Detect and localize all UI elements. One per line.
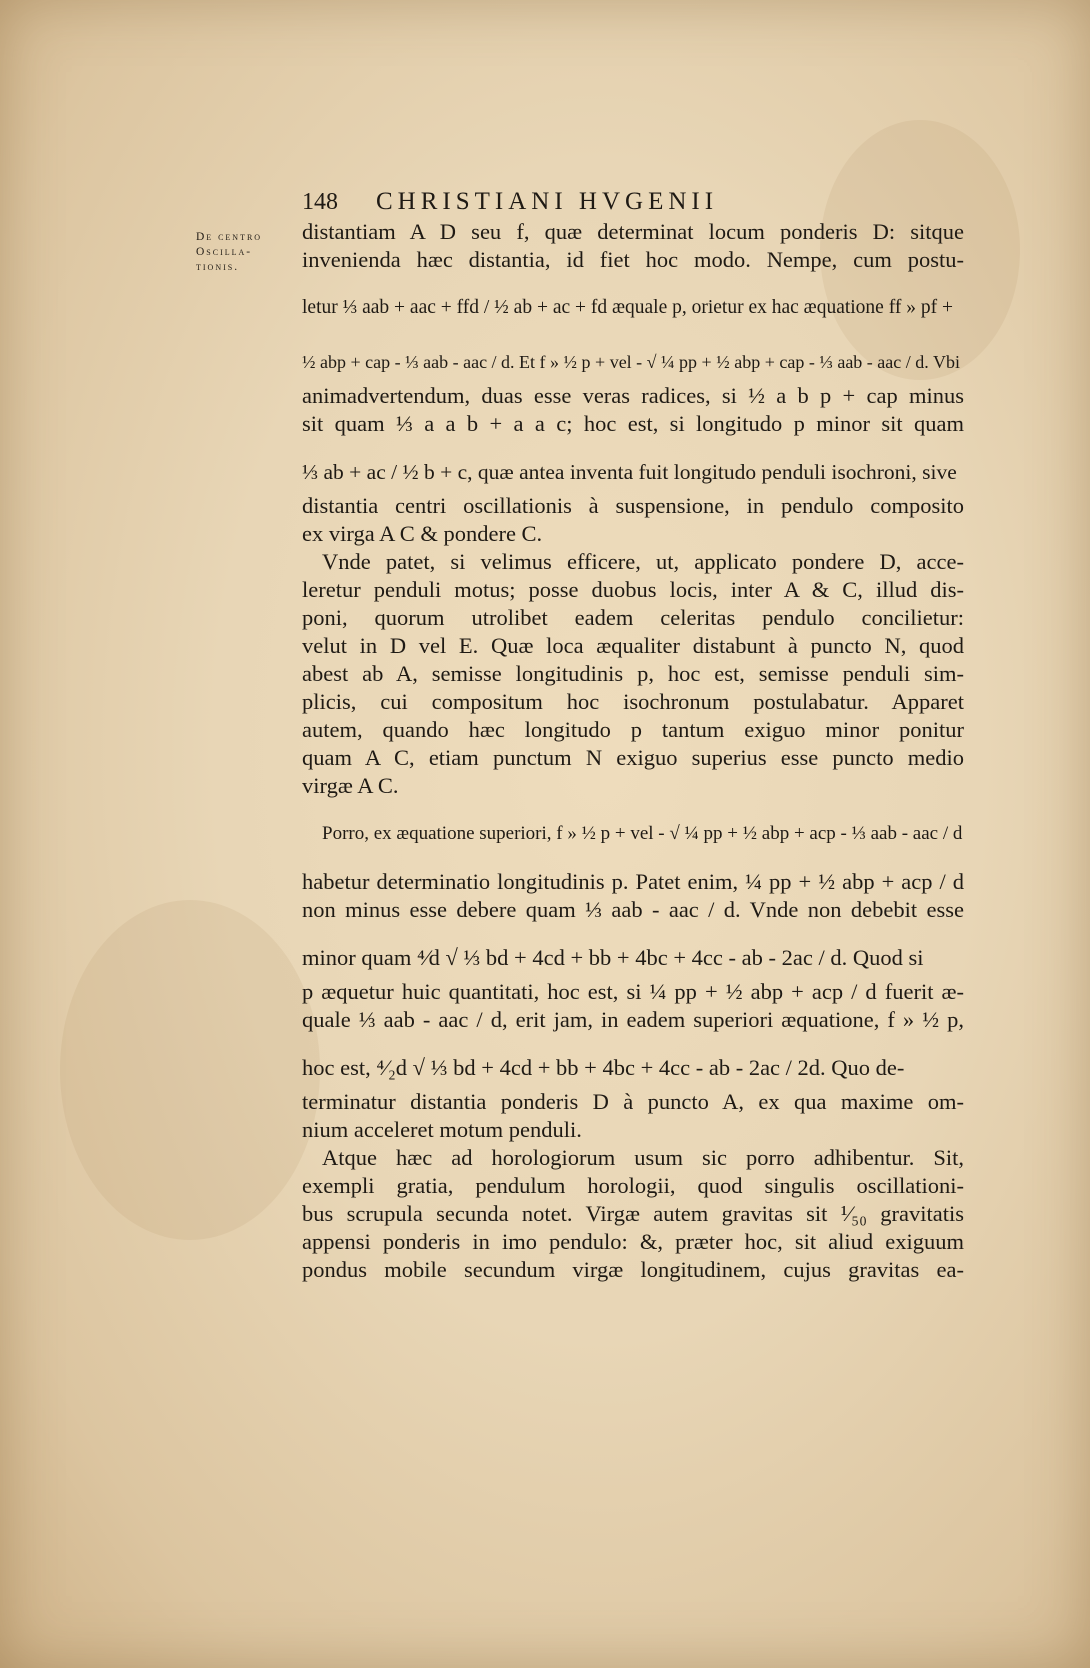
text-line: quam A C, etiam punctum N exiguo superius esse puncto medio (302, 745, 964, 770)
marginal-note-line: De centro (196, 231, 263, 243)
text-line: virgæ A C. (302, 773, 399, 798)
formula-line: Porro, ex æquatione superiori, f » ½ p + vel - √ ¼ pp + ½ abp + acp - ⅓ aab - aac / d (322, 823, 963, 844)
text-line: pondus mobile secundum virgæ longitudinem, cujus gravitas ea- (302, 1257, 964, 1282)
marginal-note (196, 230, 286, 275)
running-head: CHRISTIANI HVGENII (376, 188, 719, 215)
body-text (302, 218, 964, 1284)
text-line: poni, quorum utrolibet eadem celeritas pendulo concilietur: (302, 605, 964, 630)
text-line: non minus esse debere quam ⅓ aab - aac / d. Vnde non debebit esse (302, 897, 964, 922)
text-line: sit quam ⅓ a a b + a a c; hoc est, si longitudo p minor sit quam (302, 411, 964, 436)
text-line: Vnde patet, si velimus efficere, ut, applicato pondere D, acce- (322, 549, 964, 574)
running-header (302, 188, 872, 218)
text-line: quale ⅓ aab - aac / d, erit jam, in eadem superiori æquatione, f » ½ p, (302, 1007, 964, 1032)
text-line: ex virga A C & pondere C. (302, 521, 543, 546)
text-line: velut in D vel E. Quæ loca æqualiter distabunt à puncto N, quod (302, 633, 964, 658)
text-line: plicis, cui compositum hoc isochronum postulabatur. Apparet (302, 689, 964, 714)
text-line: leretur penduli motus; posse duobus locis, inter A & C, illud dis- (302, 577, 964, 602)
marginal-note-line: Oscilla- (196, 246, 253, 258)
text-line: bus scrupula secunda notet. Virgæ autem gravitas sit ¹⁄₅₀ gravitatis (302, 1201, 964, 1226)
formula-line: ⅓ ab + ac / ½ b + c, quæ antea inventa fuit longitudo penduli isochroni, sive (302, 460, 957, 484)
text-line: distantia centri oscillationis à suspensione, in pendulo composito (302, 493, 964, 518)
page-number: 148 (302, 189, 338, 215)
text-line: exempli gratia, pendulum horologii, quod singulis oscillationi- (302, 1173, 964, 1198)
text-line: nium acceleret motum penduli. (302, 1117, 582, 1142)
text-line: habetur determinatio longitudinis p. Patet enim, ¼ pp + ½ abp + acp / d (302, 869, 964, 894)
formula-line: hoc est, ⁴⁄₂d √ ⅓ bd + 4cd + bb + 4bc + 4cc - ab - 2ac / 2d. Quo de- (302, 1055, 905, 1080)
text-line: terminatur distantia ponderis D à puncto A, ex qua maxime om- (302, 1089, 964, 1114)
text-line: p æquetur huic quantitati, hoc est, si ¼ pp + ½ abp + acp / d fuerit æ- (302, 979, 964, 1004)
text-line: invenienda hæc distantia, id fiet hoc modo. Nempe, cum postu- (302, 247, 964, 272)
marginal-note-line: tionis. (196, 261, 240, 273)
text-line: abest ab A, semisse longitudinis p, hoc est, semisse penduli sim- (302, 661, 964, 686)
text-line: autem, quando hæc longitudo p tantum exiguo minor ponitur (302, 717, 964, 742)
formula-line: letur ⅓ aab + aac + ffd / ½ ab + ac + fd æquale p, orietur ex hac æquatione ff » pf + (302, 297, 953, 318)
text-line: Atque hæc ad horologiorum usum sic porro adhibentur. Sit, (322, 1145, 964, 1170)
paper-stain (60, 900, 320, 1240)
text-line: animadvertendum, duas esse veras radices, si ½ a b p + cap minus (302, 383, 964, 408)
text-line: appensi ponderis in imo pendulo: &, præter hoc, sit aliud exiguum (302, 1229, 964, 1254)
formula-line: minor quam ⁴⁄d √ ⅓ bd + 4cd + bb + 4bc + 4cc - ab - 2ac / d. Quod si (302, 945, 924, 970)
text-line: distantiam A D seu f, quæ determinat locum ponderis D: sitque (302, 219, 964, 244)
formula-line: ½ abp + cap - ⅓ aab - aac / d. Et f » ½ p + vel - √ ¼ pp + ½ abp + cap - ⅓ aab - aac / d. Vbi (302, 352, 960, 372)
